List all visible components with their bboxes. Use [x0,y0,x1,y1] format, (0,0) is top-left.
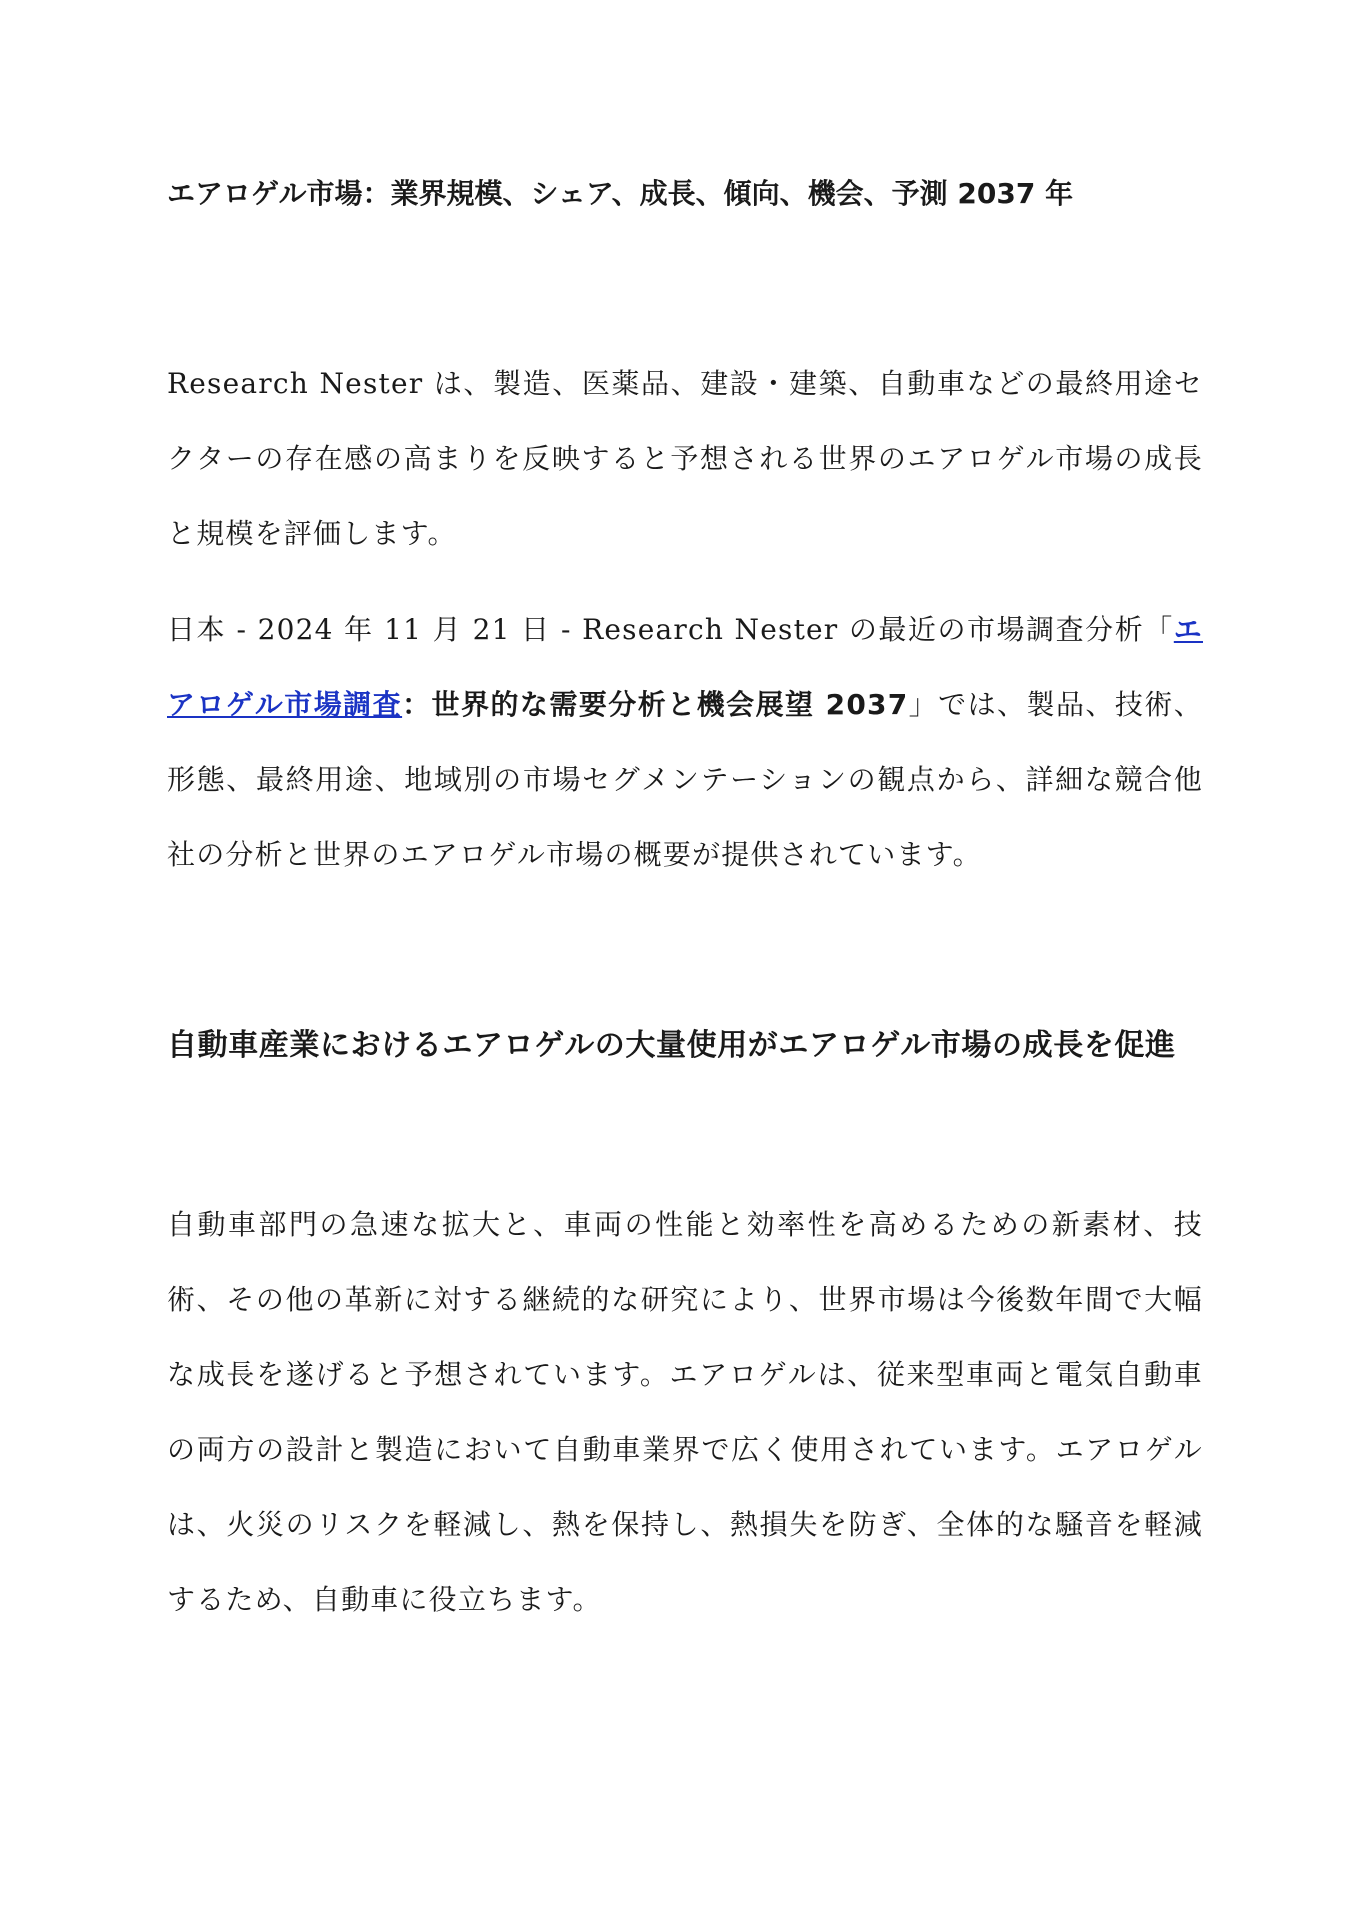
press-release-paragraph [167,592,1203,892]
report-link[interactable]: エアロゲル市場調査 [167,613,1203,721]
section-heading: 自動車産業におけるエアロゲルの大量使用がエアロゲル市場の成長を促進 [167,1028,1176,1063]
document-title: エアロゲル市場：業界規模、シェア、成長、傾向、機会、予測 2037 年 [167,177,1074,210]
section-body-paragraph: 自動車部門の急速な拡大と、車両の性能と効率性を高めるための新素材、技術、その他の革新に対する継続的な研究により、世界市場は今後数年間で大幅な成長を遂げると予想されています。エアロゲルは、従来型車両と電気自動車の両方の設計と製造において自動車業界で広く使用されています。エアロゲルは、火災のリスクを軽減し、熱を保持し、熱損失を防ぎ、全体的な騒音を軽減するため、自動車に役立ちます。 [167,1208,1203,1616]
press-lead-text: 日本 - 2024 年 11 月 21 日 - Research Nester の最近の市場調査分析「 [167,613,1174,646]
report-subtitle: ：世界的な需要分析と機会展望 2037 [402,688,909,721]
intro-paragraph: Research Nester は、製造、医薬品、建設・建築、自動車などの最終用途セクターの存在感の高まりを反映すると予想される世界のエアロゲル市場の成長と規模を評価します。 [167,367,1203,550]
press-tail-text: 」では、製品、技術、形態、最終用途、地域別の市場セグメンテーションの観点から、詳細な競合他社の分析と世界のエアロゲル市場の概要が提供されています。 [167,688,1203,871]
